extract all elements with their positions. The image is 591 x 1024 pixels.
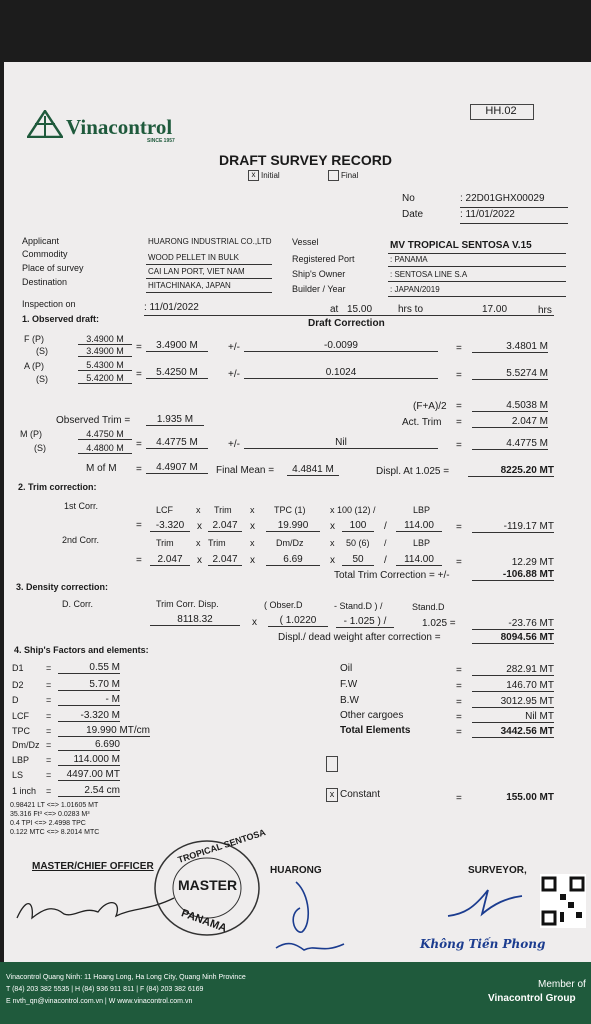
mofm-label: M of M bbox=[86, 463, 117, 474]
forward-corrected: 3.4801 M bbox=[472, 342, 548, 353]
unit-conversion: 0.98421 LT <=> 1.01605 MT bbox=[10, 802, 99, 809]
trim2-trim2: 2.047 bbox=[208, 555, 242, 566]
trim1-eq: = bbox=[136, 520, 142, 531]
trim-corr-disp-value: 8118.32 bbox=[150, 615, 240, 626]
commodity-label: Commodity bbox=[22, 249, 68, 259]
as-label: (S) bbox=[36, 374, 48, 384]
constant-checkbox-mark: x bbox=[329, 789, 335, 799]
act-trim-value: 2.047 M bbox=[472, 417, 548, 428]
displ-after-value: 8094.56 MT bbox=[472, 633, 554, 644]
destination-label: Destination bbox=[22, 277, 68, 287]
trim1-tpc: 19.990 bbox=[266, 521, 320, 532]
stamp-bottom-text: PANAMA bbox=[179, 907, 229, 935]
factor-value: 6.690 bbox=[58, 740, 120, 751]
mofm-value: 4.4907 M bbox=[146, 463, 208, 474]
registered-port-label: Registered Port bbox=[292, 254, 355, 264]
trim2-h-div: / bbox=[384, 538, 387, 548]
final-mean-label: Final Mean = bbox=[216, 465, 275, 476]
trim1-lcf: -3.320 bbox=[150, 521, 190, 532]
factor-value: - M bbox=[58, 695, 120, 706]
factor-label: LCF bbox=[12, 711, 30, 721]
footer-phones: T (84) 203 382 5535 | H (84) 936 911 811 | F (84) 203 382 6169 bbox=[6, 986, 204, 993]
inspection-value: : 11/01/2022 bbox=[144, 302, 199, 313]
fa-half-eq: = bbox=[456, 401, 462, 412]
displ-after-label: Displ./ dead weight after correction = bbox=[278, 632, 441, 643]
element-value: 3012.95 MT bbox=[472, 697, 554, 708]
trim2-h-50: 50 (6) bbox=[346, 538, 370, 548]
forward-correction: -0.0099 bbox=[244, 341, 438, 352]
element-eq: = bbox=[456, 665, 462, 676]
factor-eq: = bbox=[46, 726, 52, 736]
surveyor-name: Không Tiến Phong bbox=[420, 937, 546, 951]
mp-label: M (P) bbox=[20, 429, 42, 439]
trim1-h-tpc: TPC (1) bbox=[274, 505, 306, 515]
factor-label: LBP bbox=[12, 755, 30, 765]
qr-code-icon bbox=[540, 874, 586, 928]
to-value: 17.00 bbox=[482, 304, 508, 315]
trim1-h-100: x 100 (12) / bbox=[330, 505, 376, 515]
mid-pm: +/- bbox=[228, 439, 240, 450]
factor-eq: = bbox=[46, 695, 52, 705]
trim1-x3: x bbox=[330, 521, 335, 532]
forward-stbd-draft: 3.4900 M bbox=[78, 347, 132, 357]
aft-correction: 0.1024 bbox=[244, 368, 438, 379]
factor-label: D2 bbox=[12, 680, 24, 690]
unit-conversion: 0.122 MTC <=> 8.2014 MTC bbox=[10, 829, 100, 836]
no-value: : 22D01GHX00029 bbox=[460, 193, 545, 204]
trim2-h-trim2: Trim bbox=[208, 538, 226, 548]
stand-d2-value: 1.025 = bbox=[422, 618, 456, 629]
inspection-label: Inspection on bbox=[22, 299, 76, 309]
mid-port-draft: 4.4750 M bbox=[78, 430, 132, 440]
trim2-trim1: 2.047 bbox=[150, 555, 190, 566]
huarong-label: HUARONG bbox=[270, 865, 322, 876]
density-corr-label: D. Corr. bbox=[62, 599, 94, 609]
page-title: DRAFT SURVEY RECORD bbox=[219, 152, 392, 168]
ms-label: (S) bbox=[34, 443, 46, 453]
date-label: Date bbox=[402, 209, 424, 220]
fwd-pm: +/- bbox=[228, 342, 240, 353]
final-mean-value: 4.4841 M bbox=[287, 465, 339, 476]
trim1-100: 100 bbox=[342, 521, 374, 532]
element-eq: = bbox=[456, 727, 462, 738]
constant-eq: = bbox=[456, 793, 462, 804]
builder-label: Builder / Year bbox=[292, 284, 346, 294]
first-corr-label: 1st Corr. bbox=[64, 501, 99, 511]
mid-stbd-draft: 4.4800 M bbox=[78, 444, 132, 454]
blank-checkbox bbox=[326, 756, 338, 772]
factor-value: 5.70 M bbox=[58, 680, 120, 691]
observed-trim-value: 1.935 M bbox=[146, 415, 204, 426]
element-value: 3442.56 MT bbox=[472, 727, 554, 738]
vessel-value: MV TROPICAL SENTOSA V.15 bbox=[390, 240, 532, 251]
final-label: Final bbox=[341, 171, 359, 180]
no-label: No bbox=[402, 193, 415, 204]
element-value: 282.91 MT bbox=[472, 665, 554, 676]
forward-mean: 3.4900 M bbox=[146, 341, 208, 352]
doc-code: HH.02 bbox=[485, 105, 517, 117]
element-value: Nil MT bbox=[472, 712, 554, 723]
trim2-50: 50 bbox=[342, 555, 374, 566]
aft-stbd-draft: 5.4200 M bbox=[78, 374, 132, 384]
trim2-h-x1: x bbox=[196, 538, 201, 548]
stamp-top-text: TROPICAL SENTOSA bbox=[176, 827, 267, 865]
factor-value: 114.000 M bbox=[58, 755, 120, 766]
mid-corrected: 4.4775 M bbox=[472, 439, 548, 450]
initial-label: Initial bbox=[261, 171, 280, 180]
aft-res-eq: = bbox=[456, 370, 462, 381]
trim1-h-x1: x bbox=[196, 505, 201, 515]
trim2-h-x3: x bbox=[330, 538, 335, 548]
element-label: Other cargoes bbox=[340, 710, 404, 721]
obser-d-value: ( 1.0220 bbox=[268, 616, 328, 627]
trim2-div: / bbox=[384, 555, 387, 566]
factor-value: 2.54 cm bbox=[58, 786, 120, 797]
element-value: 146.70 MT bbox=[472, 681, 554, 692]
mid-eq: = bbox=[136, 439, 142, 450]
footer-group: Vinacontrol Group bbox=[488, 993, 576, 1004]
trim2-x2: x bbox=[250, 555, 255, 566]
builder-value: : JAPAN/2019 bbox=[390, 285, 440, 294]
factor-value: 0.55 M bbox=[58, 663, 120, 674]
factor-label: TPC bbox=[12, 726, 30, 736]
factor-eq: = bbox=[46, 711, 52, 721]
section-4-title: 4. Ship's Factors and elements: bbox=[14, 645, 149, 655]
aft-port-draft: 5.4300 M bbox=[78, 361, 132, 371]
initial-checkbox-mark: x bbox=[251, 170, 256, 179]
trim2-h-dmdz: Dm/Dz bbox=[276, 538, 304, 548]
ap-label: A (P) bbox=[24, 361, 45, 371]
fwd-res-eq: = bbox=[456, 343, 462, 354]
element-label: Oil bbox=[340, 663, 353, 674]
constant-value: 155.00 MT bbox=[506, 792, 554, 803]
place-label: Place of survey bbox=[22, 263, 84, 273]
element-eq: = bbox=[456, 681, 462, 692]
factor-value: 4497.00 MT bbox=[58, 770, 120, 781]
footer bbox=[0, 962, 591, 1024]
observed-trim-label: Observed Trim = bbox=[56, 415, 131, 426]
date-value: : 11/01/2022 bbox=[460, 209, 515, 220]
factor-label: D bbox=[12, 695, 19, 705]
trim2-h-trim: Trim bbox=[156, 538, 174, 548]
second-corr-label: 2nd Corr. bbox=[62, 535, 100, 545]
fp-label: F (P) bbox=[24, 334, 44, 344]
trim1-h-trim: Trim bbox=[214, 505, 232, 515]
trim2-dmdz: 6.69 bbox=[266, 555, 320, 566]
unit-conversion: 35.316 Ft³ <=> 0.0283 M³ bbox=[10, 811, 90, 818]
ship-owner-label: Ship's Owner bbox=[292, 269, 346, 279]
stand-d-header: - Stand.D ) / bbox=[334, 601, 383, 611]
at-value: 15.00 bbox=[347, 304, 373, 315]
factor-value: 19.990 MT/cm bbox=[58, 726, 150, 737]
registered-port-value: : PANAMA bbox=[390, 255, 428, 264]
fwd-eq: = bbox=[136, 342, 142, 353]
applicant-value: HUARONG INDUSTRIAL CO.,LTD bbox=[148, 237, 272, 246]
trim2-res-eq: = bbox=[456, 557, 462, 568]
brand-name: Vinacontrol bbox=[66, 115, 173, 139]
obser-d-header: ( Obser.D bbox=[264, 600, 303, 610]
mid-correction: Nil bbox=[244, 438, 438, 449]
unit-conversion: 0.4 TPI <=> 2.4998 TPC bbox=[10, 820, 86, 827]
aft-pm: +/- bbox=[228, 369, 240, 380]
trim1-h-lcf: LCF bbox=[156, 505, 174, 515]
footer-contacts: E nvth_qn@vinacontrol.com.vn | W www.vinacontrol.com.vn bbox=[6, 998, 193, 1005]
fa-half-value: 4.5038 M bbox=[472, 401, 548, 412]
hrs-to-label: hrs to bbox=[398, 304, 424, 315]
ship-owner-value: : SENTOSA LINE S.A bbox=[390, 270, 468, 279]
fs-label: (S) bbox=[36, 346, 48, 356]
trim2-x3: x bbox=[330, 555, 335, 566]
hrs-label: hrs bbox=[538, 305, 552, 316]
vessel-label: Vessel bbox=[292, 237, 319, 247]
place-value: CAI LAN PORT, VIET NAM bbox=[148, 267, 245, 276]
stand-d2-header: Stand.D bbox=[412, 602, 445, 612]
trim2-eq: = bbox=[136, 555, 142, 566]
element-eq: = bbox=[456, 697, 462, 708]
aft-corrected: 5.5274 M bbox=[472, 369, 548, 380]
element-label: F.W bbox=[340, 679, 358, 690]
total-trim-value: -106.88 MT bbox=[472, 570, 554, 581]
master-label: MASTER/CHIEF OFFICER bbox=[32, 861, 154, 872]
vinacontrol-logo-icon bbox=[27, 110, 63, 138]
constant-label: Constant bbox=[340, 789, 381, 800]
stand-d-value: - 1.025 ) / bbox=[336, 617, 394, 628]
factor-label: Dm/Dz bbox=[12, 740, 40, 750]
total-trim-label: Total Trim Correction = +/- bbox=[334, 570, 450, 581]
trim1-x2: x bbox=[250, 521, 255, 532]
brand-since: SINCE 1957 bbox=[147, 138, 175, 144]
section-3-title: 3. Density correction: bbox=[16, 582, 109, 592]
trim1-trim: 2.047 bbox=[208, 521, 242, 532]
final-checkbox bbox=[328, 170, 339, 181]
trim1-div: / bbox=[384, 521, 387, 532]
huarong-signature bbox=[266, 874, 356, 964]
trim2-lbp: 114.00 bbox=[396, 555, 442, 566]
surveyor-signature bbox=[444, 884, 524, 924]
trim2-result: 12.29 MT bbox=[511, 557, 554, 568]
trim1-h-x2: x bbox=[250, 505, 255, 515]
element-label: B.W bbox=[340, 695, 359, 706]
factor-label: D1 bbox=[12, 663, 24, 673]
section-2-title: 2. Trim correction: bbox=[18, 482, 97, 492]
commodity-value: WOOD PELLET IN BULK bbox=[148, 253, 239, 262]
element-label: Total Elements bbox=[340, 725, 411, 736]
trim1-result: -119.17 MT bbox=[472, 522, 554, 533]
element-eq: = bbox=[456, 712, 462, 723]
factor-label: LS bbox=[12, 770, 24, 780]
factor-label: 1 inch bbox=[12, 786, 37, 796]
mofm-eq: = bbox=[136, 464, 142, 475]
trim2-h-lbp: LBP bbox=[413, 538, 431, 548]
act-trim-eq: = bbox=[456, 417, 462, 428]
trim1-h-lbp: LBP bbox=[413, 505, 431, 515]
trim2-x1: x bbox=[197, 555, 202, 566]
section-1-title: 1. Observed draft: bbox=[22, 314, 100, 324]
factor-value: -3.320 M bbox=[58, 711, 120, 722]
ship-stamp bbox=[152, 827, 267, 938]
trim1-res-eq: = bbox=[456, 522, 462, 533]
factor-eq: = bbox=[46, 680, 52, 690]
destination-value: HITACHINAKA, JAPAN bbox=[148, 281, 231, 290]
density-result: -23.76 MT bbox=[472, 619, 554, 630]
fa-half-label: (F+A)/2 bbox=[413, 401, 447, 412]
factor-eq: = bbox=[46, 740, 52, 750]
trim2-h-x2: x bbox=[250, 538, 255, 548]
factor-eq: = bbox=[46, 663, 52, 673]
displacement-value: 8225.20 MT bbox=[468, 466, 554, 477]
aft-eq: = bbox=[136, 369, 142, 380]
mid-res-eq: = bbox=[456, 440, 462, 451]
trim1-x1: x bbox=[197, 521, 202, 532]
factor-eq: = bbox=[46, 786, 52, 796]
act-trim-label: Act. Trim bbox=[402, 417, 442, 428]
trim-corr-disp-header: Trim Corr. Disp. bbox=[156, 599, 219, 609]
factor-eq: = bbox=[46, 770, 52, 780]
mid-mean: 4.4775 M bbox=[146, 438, 208, 449]
aft-mean: 5.4250 M bbox=[146, 368, 208, 379]
stamp-mid-text: MASTER bbox=[178, 877, 238, 893]
footer-member: Member of bbox=[538, 979, 586, 990]
displacement-label: Displ. At 1.025 = bbox=[376, 466, 450, 477]
draft-correction-heading: Draft Correction bbox=[308, 318, 385, 329]
trim1-lbp: 114.00 bbox=[396, 521, 442, 532]
footer-address: Vinacontrol Quang Ninh: 11 Hoang Long, Ha Long City, Quang Ninh Province bbox=[6, 974, 246, 981]
forward-port-draft: 3.4900 M bbox=[78, 335, 132, 345]
density-x: x bbox=[252, 617, 257, 628]
factor-eq: = bbox=[46, 755, 52, 765]
surveyor-label: SURVEYOR, bbox=[468, 865, 527, 876]
applicant-label: Applicant bbox=[22, 236, 60, 246]
at-label: at bbox=[330, 304, 339, 315]
